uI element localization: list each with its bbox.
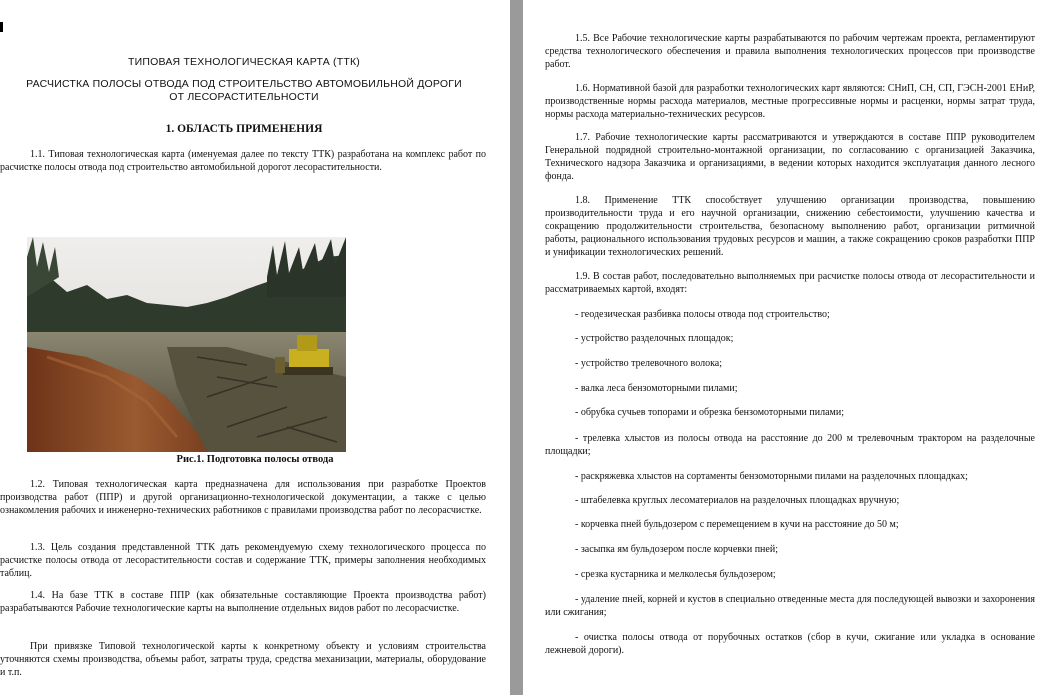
document-page-left [0, 0, 510, 695]
document-page-right [523, 0, 1049, 695]
list-item: - раскряжевка хлыстов на сортаменты бензомоторными пилами на разделочных площадках; [575, 471, 968, 482]
section-heading: 1. ОБЛАСТЬ ПРИМЕНЕНИЯ [165, 123, 323, 135]
document-subtitle: РАСЧИСТКА ПОЛОСЫ ОТВОДА ПОД СТРОИТЕЛЬСТВО АВТОМОБИЛЬНОЙ ДОРОГИ ОТ ЛЕСОРАСТИТЕЛЬНОСТИ [26, 78, 462, 103]
text-cursor [0, 22, 3, 32]
list-item: - геодезическая разбивка полосы отвода под строительство; [575, 309, 830, 320]
list-item: - штабелевка круглых лесоматериалов на разделочных площадках вручную; [575, 495, 900, 506]
paragraph-1-6: 1.6. Нормативной базой для разработки технологических карт являются: СНиП, СН, СП, ГЭСН-2001 ЕНиР, производственные нормы расхода материалов, местные прогрессивные нормы и расценки, нормы затрат труда, нормы расхода материально-технических ресурсов. [545, 83, 1035, 120]
page-divider [510, 0, 523, 695]
list-item: - обрубка сучьев топорами и обрезка бензомоторными пилами; [575, 407, 844, 418]
list-item: - засыпка ям бульдозером после корчевки пней; [575, 544, 778, 555]
paragraph-binding: При привязке Типовой технологической карты к конкретному объекту и условиям строительства уточняются схемы производства, объемы работ, затраты труда, средства механизации, материалы, оборудование и т.п. [0, 641, 486, 678]
paragraph-1-5: 1.5. Все Рабочие технологические карты разрабатываются по рабочим чертежам проекта, регламентируют средства технологического обеспечения и правила выполнения технологических процессов при производстве работ. [545, 33, 1035, 70]
paragraph-1-1: 1.1. Типовая технологическая карта (именуемая далее по тексту ТТК) разработана на комплекс работ по расчистке полосы отвода под строительство автомобильной дорогот лесорастительности. [0, 149, 486, 173]
paragraph-1-3: 1.3. Цель создания представленной ТТК дать рекомендуемую схему технологического процесса по расчистке полосы отвода от лесорастительности состав и содержание ТТК, примеры заполнения необходимых таблиц. [0, 542, 486, 579]
list-item: - валка леса бензомоторными пилами; [575, 383, 738, 394]
list-item: - устройство разделочных площадок; [575, 333, 734, 344]
paragraph-1-4: 1.4. На базе ТТК в составе ППР (как обязательные составляющие Проекта производства работ) разрабатываются Рабочие технологические карты на выполнение отдельных видов работ по лесорасчистке. [0, 590, 486, 614]
list-item: - трелевка хлыстов из полосы отвода на расстояние до 200 м трелевочным трактором на разделочные площадки; [545, 433, 1035, 457]
list-item: - срезка кустарника и мелколесья бульдозером; [575, 569, 776, 580]
figure-photo [27, 237, 346, 452]
paragraph-1-2: 1.2. Типовая технологическая карта предназначена для использования при разработке Проектов производства работ (ППР) и другой организационно-технологической документации, а также с целью ознакомления рабочих и инженерно-технических работников с правилами производства работ по лесорасчистке. [0, 479, 486, 516]
list-item: - устройство трелевочного волока; [575, 358, 722, 369]
list-item: - очистка полосы отвода от порубочных остатков (сбор в кучи, сжигание или укладка в основание лежневой дороги). [545, 632, 1035, 656]
figure-caption: Рис.1. Подготовка полосы отвода [176, 454, 334, 465]
list-item: - корчевка пней бульдозером с перемещением в кучи на расстояние до 50 м; [575, 519, 899, 530]
paragraph-1-9: 1.9. В состав работ, последовательно выполняемых при расчистке полосы отвода от лесорастительности и рассматриваемых картой, входят: [545, 271, 1035, 295]
paragraph-1-7: 1.7. Рабочие технологические карты рассматриваются и утверждаются в составе ППР руководителем Генеральной подрядной строительно-монтажной организации, по согласованию с организацией Заказчика, Технического надзора Заказчика и организациями, в ведении которых находится эксплуатация данного лесного фонда. [545, 132, 1035, 182]
document-title: ТИПОВАЯ ТЕХНОЛОГИЧЕСКАЯ КАРТА (ТТК) [128, 56, 360, 68]
list-item: - удаление пней, корней и кустов в специально отведенные места для последующей вывозки и захоронения или сжигания; [545, 594, 1035, 618]
paragraph-1-8: 1.8. Применение ТТК способствует улучшению организации производства, повышению производительности труда и его научной организации, снижению себестоимости, улучшению качества и сокращению продолжительности строительства, безопасному выполнению работ, организации ритмичной работы, рационального использования трудовых ресурсов и машин, а также сокращению сроков разработки ППР и унификации технологических решений. [545, 195, 1035, 258]
